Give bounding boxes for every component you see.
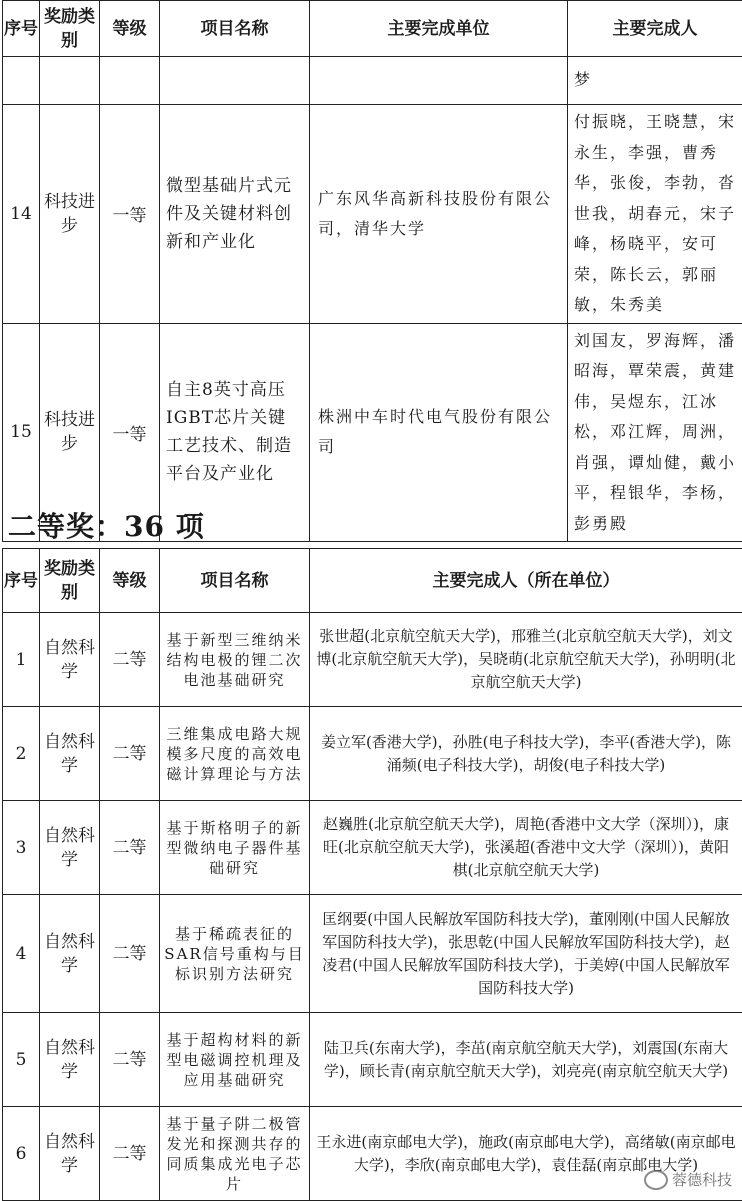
seq-cell: 15 [3,323,40,542]
watermark-text: 蓉德科技 [672,1169,732,1190]
people-cell: 陆卫兵(东南大学)，李茁(南京航空航天大学)，刘震国(东南大学)，顾长青(南京航空航天大学)，刘亮亮(南京航空航天大学) [310,1013,742,1107]
second-prize-heading: 二等奖：36 项 [8,505,205,545]
seq-cell: 2 [3,707,40,801]
category-cell: 自然科学 [40,895,100,1013]
people-cell: 付振晓，王晓慧，宋永生，李强，曹秀华，张俊，李勃，沓世我，胡春元，宋子峰，杨晓平，安可荣，陈长云，郭丽敏，朱秀美 [568,105,742,324]
category-cell: 自然科学 [40,707,100,801]
seq-cell: 1 [3,613,40,707]
table-row [3,1013,742,1107]
header-category: 奖励类别 [40,1,100,57]
level-cell: 二等 [100,613,160,707]
level-cell: 二等 [100,801,160,895]
table-header-row [3,549,742,613]
project-cell: 三维集成电路大规模多尺度的高效电磁计算理论与方法 [160,707,310,801]
people-cell: 刘国友，罗海辉，潘昭海，覃荣震，黄建伟，吴煜东，江冰松，邓江辉，周洲，肖强，谭灿健，戴小平，程银华，李杨，彭勇殿 [568,323,742,542]
project-cell: 基于新型三维纳米结构电极的锂二次电池基础研究 [160,613,310,707]
table-row [3,801,742,895]
table-row-continued [3,57,742,105]
category-cell: 科技进步 [40,323,100,542]
header-level: 等级 [100,1,160,57]
seq-cell: 3 [3,801,40,895]
header-project: 项目名称 [160,1,310,57]
award-table-second-class [2,548,742,1201]
people-cell: 姜立军(香港大学)，孙胜(电子科技大学)，李平(香港大学)，陈涌频(电子科技大学)，胡俊(电子科技大学) [310,707,742,801]
level-cell: 一等 [100,323,160,542]
seq-cell: 14 [3,105,40,324]
category-cell: 自然科学 [40,1013,100,1107]
level-cell: 二等 [100,1013,160,1107]
table-row [3,613,742,707]
header-people: 主要完成人（所在单位） [310,549,742,613]
category-cell: 自然科学 [40,1107,100,1201]
project-cell: 基于稀疏表征的SAR信号重构与目标识别方法研究 [160,895,310,1013]
category-cell: 科技进步 [40,105,100,324]
project-cell: 基于量子阱二极管发光和探测共存的同质集成光电子芯片 [160,1107,310,1201]
seq-cell: 6 [3,1107,40,1201]
people-cell: 张世超(北京航空航天大学)，邢雅兰(北京航空航天大学)，刘文博(北京航空航天大学)，吴晓萌(北京航空航天大学)，孙明明(北京航空航天大学) [310,613,742,707]
header-project: 项目名称 [160,549,310,613]
wechat-icon [644,1170,668,1190]
table-row [3,895,742,1013]
people-cell: 王永进(南京邮电大学)，施政(南京邮电大学)，高绪敏(南京邮电大学)，李欣(南京邮电大学)，袁佳磊(南京邮电大学) [310,1107,742,1201]
people-cell: 赵巍胜(北京航空航天大学)，周艳(香港中文大学（深圳）)，康旺(北京航空航天大学)，张溪超(香港中文大学（深圳）)，黄阳棋(北京航空航天大学) [310,801,742,895]
table-row [3,1107,742,1201]
category-cell: 自然科学 [40,613,100,707]
units-cell: 广东风华高新科技股份有限公司，清华大学 [310,105,568,324]
table-row [3,105,742,324]
seq-cell: 4 [3,895,40,1013]
category-cell: 自然科学 [40,801,100,895]
level-cell: 二等 [100,707,160,801]
header-units: 主要完成单位 [310,1,568,57]
header-people: 主要完成人 [568,1,742,57]
people-cell: 梦 [568,57,742,105]
award-table-first-class [2,0,742,542]
project-cell: 微型基础片式元件及关键材料创新和产业化 [160,105,310,324]
table-header-row [3,1,742,57]
header-seq: 序号 [3,1,40,57]
watermark [644,1169,732,1190]
seq-cell: 5 [3,1013,40,1107]
people-cell: 匡纲要(中国人民解放军国防科技大学)，董刚刚(中国人民解放军国防科技大学)，张思乾(中国人民解放军国防科技大学)，赵凌君(中国人民解放军国防科技大学)，于美婷(中国人民解放军国防科技大学) [310,895,742,1013]
project-cell: 基于超构材料的新型电磁调控机理及应用基础研究 [160,1013,310,1107]
header-category: 奖励类别 [40,549,100,613]
units-cell: 株洲中车时代电气股份有限公司 [310,323,568,542]
project-cell: 自主8英寸高压IGBT芯片关键工艺技术、制造平台及产业化 [160,323,310,542]
table-row [3,707,742,801]
header-seq: 序号 [3,549,40,613]
level-cell: 一等 [100,105,160,324]
header-level: 等级 [100,549,160,613]
project-cell: 基于斯格明子的新型微纳电子器件基础研究 [160,801,310,895]
level-cell: 二等 [100,895,160,1013]
level-cell: 二等 [100,1107,160,1201]
